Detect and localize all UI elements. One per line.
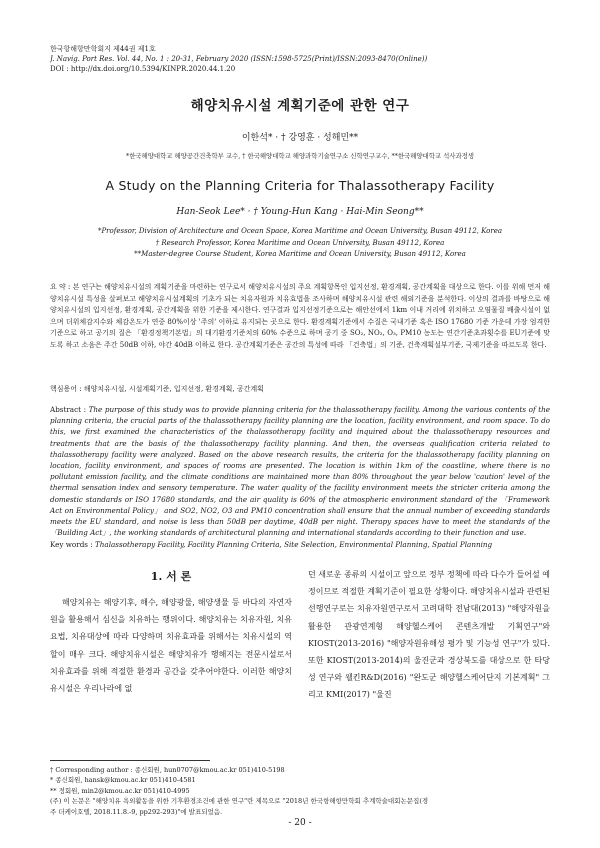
keywords-en-text: Thalassotherapy Facility, Facility Planning Criteria, Site Selection, Environmental Planning, Spatial Planning xyxy=(94,540,493,549)
abstract-en xyxy=(50,404,550,538)
affiliation-en-2: † Research Professor, Korea Maritime and Ocean University, Busan 49112, Korea xyxy=(155,238,445,247)
affiliations-en xyxy=(0,226,600,261)
footnote-note-cont: 주 더케이호텔, 2018.11.8.-9, pp292-293)"에 발표되었음. xyxy=(50,807,223,816)
body-column-right xyxy=(308,566,550,704)
abstract-en-text: The purpose of this study was to provide planning criteria for the thalassotherapy facility. Among the various contents of the planning criteria, the crucial parts of the thalassotherapy facility planning are the location, facility environment, and room space. To do this, we first examined the characteristics of the thalassotherapy facility and inquired about the thalassotherapy resources and treatments that are the basis of the thalassotherapy facility planning. And then, the overseas qualification criteria related to thalassotherapy facility were analyzed. Based on the above research results, the criteria for the thalassotherapy facility planning on location, facility environment, and spaces of rooms are presented. The location is within 1km of the coastline, where there is no pollutant emission facility, and the climate conditions are maintained more than 80% throughout the year below 'caution' level of the thermal sensation index and sensory temperature. The water quality of the facility environment meets the stricter criteria among the domestic standards or ISO 17680 standards, and the air quality is 60% of the atmospheric environment standard of the 「Framework Act on Environmental Policy」 and SO2, NO2, O3 and PM10 concentration shall ensure that the annual number of exceeding standards meets the EU standard, and noise is less than 50dB per daytime, 40dB per night. Therapy spaces have to meet the standards of the 「Building Act」, the working standards of architectural planning and international standards according to their function and use. xyxy=(50,405,550,538)
paper-title-en: A Study on the Planning Criteria for Thalassotherapy Facility xyxy=(105,178,495,193)
abstract-kr: 요 약 : 본 연구는 해양치유시설의 계획기준을 마련하는 연구로서 해양치유시설의 주요 계획항목인 입지선정, 환경계획, 공간계획을 대상으로 한다. 이를 위해 먼저 해양치유시설 특성을 살펴보고 해양치유시설계획의 기초가 되는 치유자원과 치유효법을 조사하며 해양치유시설 관련 해외기준을 분석한다. 이상의 결과를 바탕으로 해양치유시설의 입지선정, 환경계획, 공간계획을 위한 기준을 제시한다. 연구결과 입지선정기준으로는 해안선에서 1km 이내 거리에 위치하고 오염물질 배출시설이 없으며 더위체감지수와 체감온도가 연중 80%이상 '주의' 이하로 유지되는 곳으로 한다. 환경계획기준에서 수질은 국내기준 혹은 ISO 17680 기준 가운데 가장 엄격한 기준으로 하고 공기의 질은 「환경정책기본법」의 대기환경기준치의 60% 수준으로 하며 공기 중 SO₂, NO₂, O₃, PM10 농도는 연간기준초과횟수를 EU기준에 맞도록 하고 소음은 주간 50dB 이하, 야간 40dB 이하로 한다. 공간계획기준은 공간의 특성에 따라 「건축법」의 기준, 건축계획설부기준, 국제기준을 따르도록 한다. xyxy=(50,283,550,349)
journal-header xyxy=(50,44,550,74)
authors-en: Han-Seok Lee* · † Young-Hun Kang · Hai-Min Seong** xyxy=(176,207,424,217)
footnote-corresponding: † Corresponding author : 종신회원, hun0707@kmou.ac.kr 051)410-5198 xyxy=(50,766,285,774)
journal-name-kr: 한국항해항만학회지 제44권 제1호 xyxy=(50,45,156,53)
body-paragraph-right: 던 새로운 종류의 시설이고 앞으로 정부 정책에 따라 다수가 들어설 예정이므로 적절한 계획기준이 필요한 상황이다. 해양치유시설과 관련된 선행연구로는 치유자원연구로서 고려대학 전남대(2013) "해양자원을 활용한 관광연계형 해양헬스케어 콘텐츠개발 기획연구"와 KIOST(2013-2016) "해양자원유해성 평가 및 기능성 연구"가 있다. 또한 KIOST(2013-2014)의 울진군과 경상북도를 대상으로 한 타당성 연구와 웰킨R&D(2016) "완도군 해양헬스케어단지 기본계획" 그리고 KMI(2017) "울진 xyxy=(308,570,550,700)
footnote-author-2: ** 정회원, min2@kmou.ac.kr 051)410-4995 xyxy=(50,786,190,795)
affiliation-en-3: **Master-degree Course Student, Korea Maritime and Ocean University, Busan 49112, Korea xyxy=(134,250,466,258)
body-paragraph-left: 해양치유는 해양기후, 해수, 해양광물, 해양생물 등 바다의 자연자원을 활용해서 심신을 치유하는 행위이다. 해양치유는 치유자원, 치유요법, 치유대상에 따라 다양하며 치유효과를 위해서는 치유시설의 역할이 매우 크다. 해양치유시설은 해양치유가 행해지는 전문시설로서 치유효과를 위해 적절한 환경과 공간을 갖추어야한다. 이러한 해양치유시설은 우리나라에 없 xyxy=(50,598,292,694)
affiliation-en-1: *Professor, Division of Architecture and Ocean Space, Korea Maritime and Ocean University, Busan 49112, Korea xyxy=(97,227,503,235)
footnote-note: (주) 이 논문은 "해양치유 욕외활동을 위한 기후환경조건에 관한 연구"란 제목으로 "2018년 한국항해항만학회 추계학술대회논문집(경 xyxy=(50,797,429,806)
footnotes xyxy=(50,765,550,817)
journal-citation-en: J. Navig. Port Res. Vol. 44, No. 1 : 20-31, February 2020 (ISSN:1598-5725(Print)/ISSN:2093-8470(Online)) xyxy=(50,55,428,63)
affiliation-kr: *한국해양대학교 해양공간건축학부 교수, † 한국해양대학교 해양과학기술연구소 신학연구교수, **한국해양대학교 석사과정생 xyxy=(126,152,474,160)
body-column-left xyxy=(50,566,292,697)
doi-link[interactable]: DOI : http://dx.doi.org/10.5394/KINPR.2020.44.1.20 xyxy=(50,65,236,73)
abstract-en-label: Abstract : xyxy=(50,405,87,414)
page-number: - 20 - xyxy=(288,818,312,828)
keywords-kr: 핵심용어 : 해양치유시설, 시설계획기준, 입지선정, 환경계획, 공간계획 xyxy=(50,385,264,393)
keywords-en xyxy=(50,540,550,549)
keywords-en-label: Key words : xyxy=(50,540,93,549)
authors-kr: 이한석* · † 강영훈 · 성해민** xyxy=(241,133,359,143)
paper-title-kr: 해양치유시설 계획기준에 관한 연구 xyxy=(190,98,410,114)
footnote-author-1: * 종신회원, hansk@kmou.ac.kr 051)410-4581 xyxy=(50,776,196,785)
section-heading-introduction: 1. 서 론 xyxy=(150,570,192,583)
footnote-divider xyxy=(50,760,210,761)
